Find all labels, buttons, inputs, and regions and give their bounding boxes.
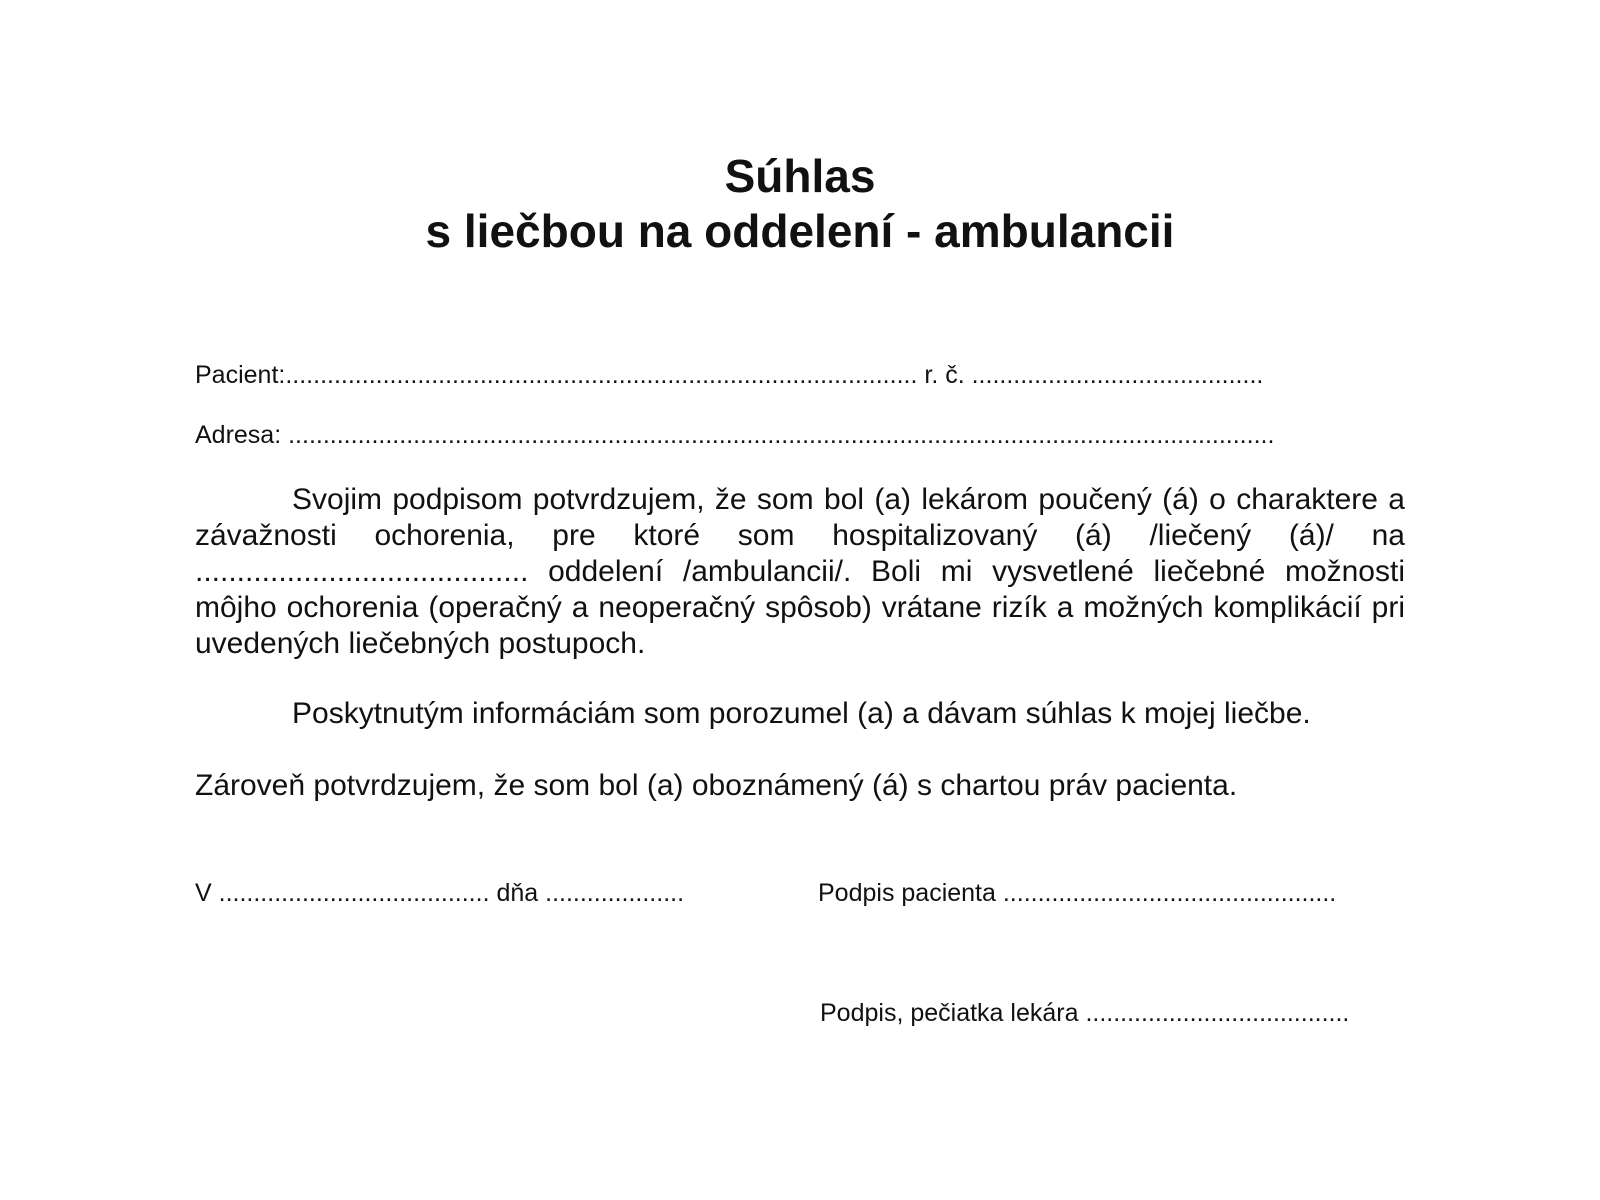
doctor-signature-label: Podpis, pečiatka lekára xyxy=(820,999,1086,1027)
understanding-paragraph: Poskytnutým informáciám som porozumel (a) a dávam súhlas k mojej liečbe. xyxy=(292,697,1311,730)
doctor-signature-field[interactable]: ...................................... xyxy=(1085,999,1350,1027)
birth-number-field[interactable]: .......................................... xyxy=(971,361,1264,389)
document-subtitle: s liečbou na oddelení - ambulancii xyxy=(425,205,1175,257)
date-label: dňa xyxy=(489,879,546,907)
patient-row xyxy=(195,360,1405,390)
address-field[interactable]: .............................................................................................................................................. xyxy=(288,421,1275,449)
place-field[interactable]: ....................................... xyxy=(218,879,490,907)
place-date-row xyxy=(195,878,684,908)
consent-paragraph: Svojim podpisom potvrdzujem, že som bol (a) lekárom poučený (á) o charaktere a závažnosti ochorenia, pre ktoré som hospitalizovaný (á) /liečený (á)/ na ........................................ oddelení /ambulancii/. Boli mi vysvetlené liečebné možnosti môjho ochorenia (operačný a neoperačný spôsob) vrátane rizík a možných komplikácií pri uvedených liečebných postupoch. xyxy=(195,483,1405,660)
patient-signature-label: Podpis pacienta xyxy=(818,879,1003,907)
address-label: Adresa: xyxy=(195,421,289,449)
place-label: V xyxy=(195,879,219,907)
patient-signature-field[interactable]: ................................................ xyxy=(1002,879,1337,907)
patient-signature-row xyxy=(818,878,1336,908)
charter-paragraph: Zároveň potvrdzujem, že som bol (a) oboznámený (á) s chartou práv pacienta. xyxy=(195,769,1238,802)
patient-name-field[interactable]: ........................................................................................... xyxy=(285,361,918,389)
date-field[interactable]: .................... xyxy=(545,879,685,907)
birth-number-label: r. č. xyxy=(917,361,972,389)
address-row xyxy=(195,420,1405,450)
document-title: Súhlas xyxy=(724,150,876,202)
doctor-signature-row xyxy=(820,998,1349,1028)
patient-label: Pacient: xyxy=(195,361,286,389)
